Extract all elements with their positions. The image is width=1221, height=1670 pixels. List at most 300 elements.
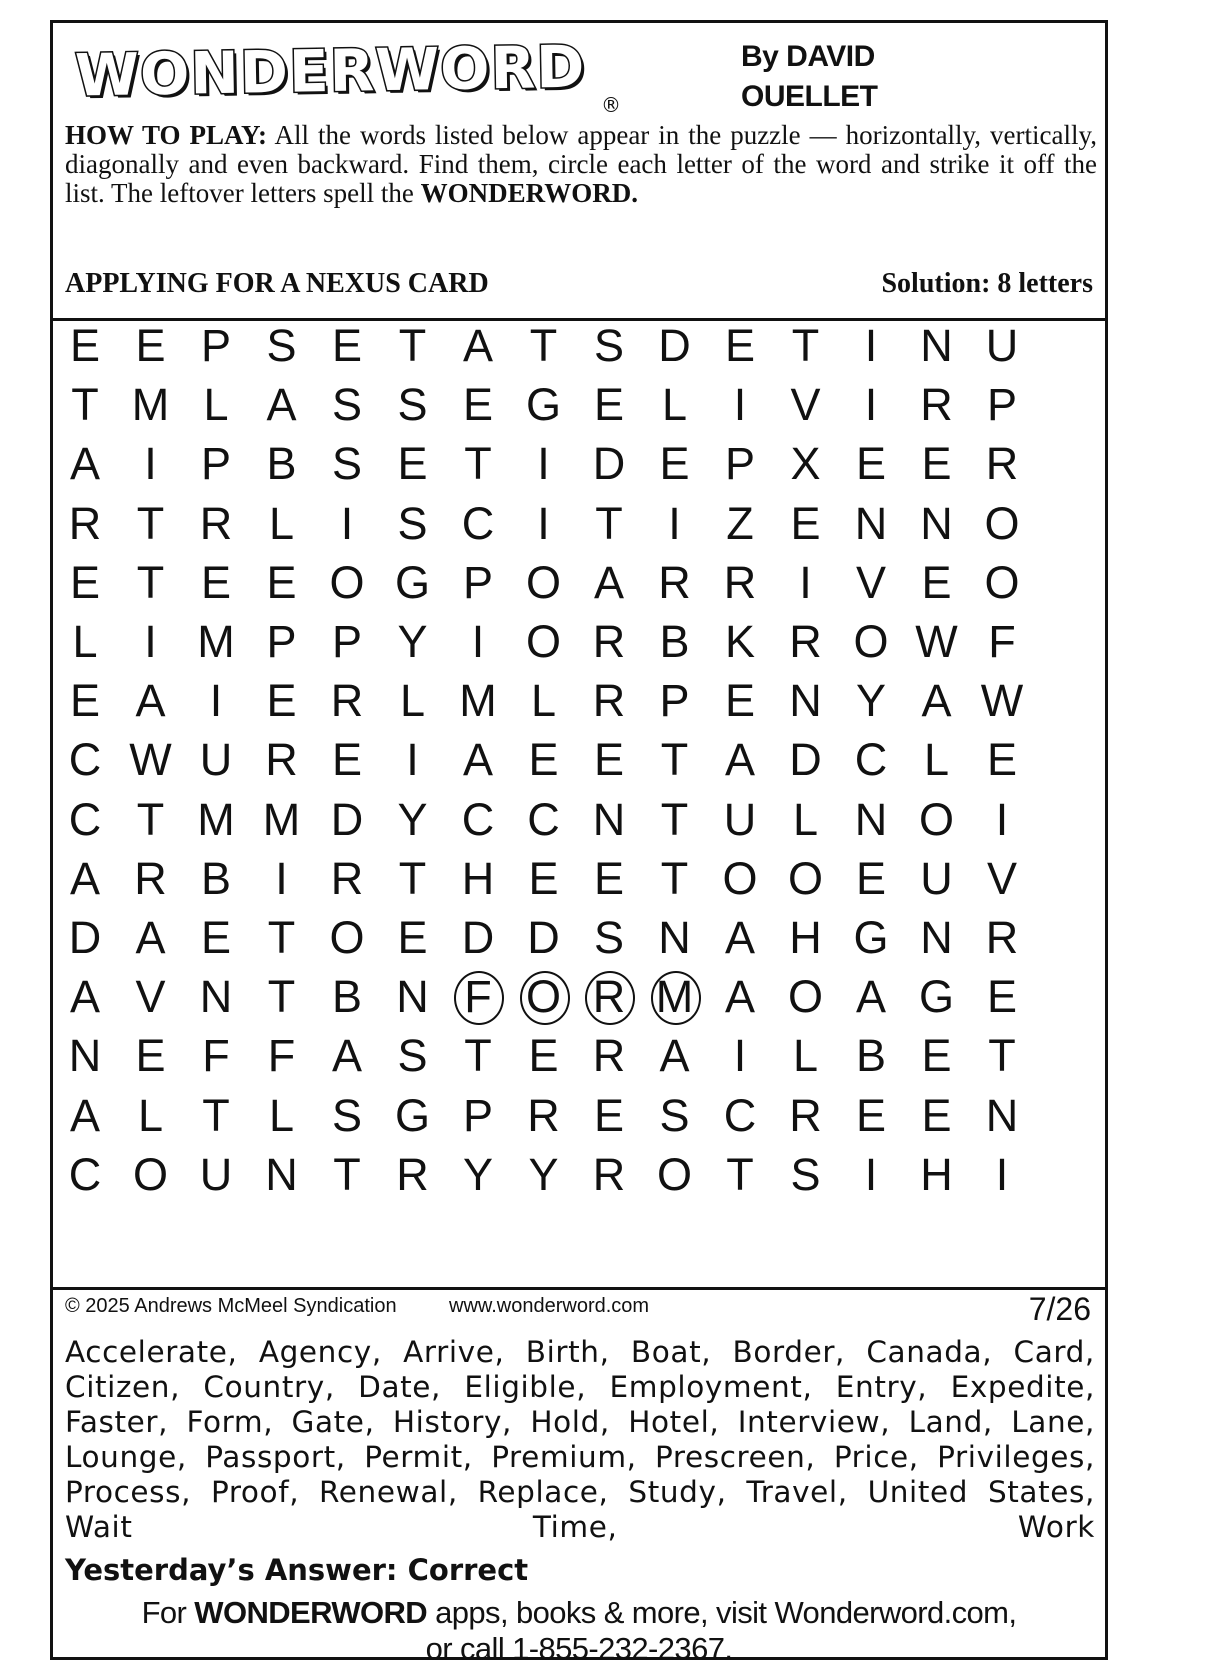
grid-cell[interactable]: R xyxy=(396,1148,429,1200)
wonderword-logo xyxy=(74,32,595,121)
grid-cell[interactable]: H xyxy=(461,852,495,904)
grid-cell[interactable]: E xyxy=(200,912,231,963)
grid-cell[interactable]: O xyxy=(787,852,823,904)
word-separator: , xyxy=(837,1475,868,1509)
grid-cell[interactable]: O xyxy=(132,1148,168,1200)
word-list-item: Price xyxy=(833,1440,909,1474)
grid-cell[interactable]: E xyxy=(397,912,428,963)
grid-cell[interactable]: E xyxy=(593,1089,624,1141)
grid-cell[interactable]: T xyxy=(136,497,165,549)
grid-cell[interactable]: T xyxy=(398,320,427,371)
grid-cell[interactable]: N xyxy=(789,675,822,727)
grid-cell[interactable]: L xyxy=(268,1089,295,1141)
word-list-item: History xyxy=(392,1405,503,1439)
grid-cell[interactable]: I xyxy=(799,556,812,608)
grid-cell[interactable]: P xyxy=(200,438,231,490)
grid-cell[interactable]: S xyxy=(331,379,362,431)
grid-cell[interactable]: E xyxy=(724,320,755,371)
word-list-item: Employment xyxy=(609,1370,803,1404)
grid-cell[interactable]: A xyxy=(462,320,493,371)
grid-cell[interactable]: L xyxy=(792,793,819,845)
grid-cell[interactable]: E xyxy=(986,734,1017,786)
word-list-item: Permit xyxy=(364,1440,463,1474)
grid-cell[interactable]: O xyxy=(984,556,1020,608)
word-separator: , xyxy=(982,1335,1014,1369)
grid-cell[interactable]: E xyxy=(200,556,231,608)
word-separator: , xyxy=(158,1405,187,1439)
grid-cell[interactable]: R xyxy=(592,616,626,667)
grid-cell[interactable]: E xyxy=(528,734,559,786)
grid-cell[interactable]: T xyxy=(726,1148,754,1200)
grid-cell[interactable]: N xyxy=(854,793,888,845)
grid-cell[interactable]: E xyxy=(986,971,1017,1023)
grid-cell[interactable]: R xyxy=(920,379,953,431)
word-separator: , xyxy=(371,1335,404,1369)
grid-cell[interactable]: P xyxy=(266,616,297,667)
grid-cell[interactable]: T xyxy=(660,852,689,904)
grid-cell[interactable]: I xyxy=(733,379,747,431)
grid-cell[interactable]: E xyxy=(790,497,821,549)
grid-cell[interactable]: V xyxy=(986,852,1017,904)
word-separator: , xyxy=(263,1405,292,1439)
grid-cell[interactable]: D xyxy=(527,912,560,963)
word-list-item: Travel xyxy=(746,1475,838,1509)
grid-cell[interactable]: O xyxy=(722,852,758,904)
grid-cell[interactable]: E xyxy=(266,556,297,608)
grid-cell[interactable]: R xyxy=(789,1089,822,1141)
word-separator: , xyxy=(802,1370,836,1404)
grid-cell[interactable]: S xyxy=(331,438,362,490)
grid-cell[interactable]: S xyxy=(790,1148,821,1200)
word-separator: , xyxy=(1085,1440,1095,1474)
word-list-item: Lane xyxy=(1011,1405,1085,1439)
grid-cell[interactable]: Z xyxy=(726,497,754,549)
word-list-item: Premium xyxy=(491,1440,627,1474)
grid-cell-circled[interactable]: F xyxy=(446,965,510,1029)
grid-cell[interactable]: M xyxy=(459,675,497,727)
grid-cell[interactable]: E xyxy=(135,320,166,371)
grid-cell[interactable]: I xyxy=(537,497,550,549)
grid-cell[interactable]: Y xyxy=(855,675,886,727)
grid-cell[interactable]: F xyxy=(202,1030,230,1082)
word-separator: , xyxy=(170,1370,204,1404)
grid-cell[interactable]: E xyxy=(135,1030,166,1082)
grid-cell[interactable]: A xyxy=(69,971,100,1023)
word-list-item: Proof xyxy=(210,1475,290,1509)
grid-cell[interactable]: F xyxy=(267,1030,296,1082)
grid-cell[interactable]: A xyxy=(724,734,755,786)
word-list-item: Wait Time xyxy=(65,1510,608,1544)
word-list-item: Study xyxy=(628,1475,717,1509)
puzzle-theme: APPLYING FOR A NEXUS CARD xyxy=(65,268,489,299)
word-list-item: Country xyxy=(203,1370,325,1404)
grid-cell[interactable]: N xyxy=(920,912,953,963)
grid-cell[interactable]: N xyxy=(68,1030,102,1082)
grid-cell[interactable]: X xyxy=(790,438,821,490)
word-separator: , xyxy=(716,1475,747,1509)
word-separator: , xyxy=(364,1405,393,1439)
grid-cell[interactable]: E xyxy=(462,379,493,431)
promo-line-2: or call 1-855-232-2367. xyxy=(425,1631,733,1666)
grid-cell[interactable]: A xyxy=(69,852,100,904)
grid-cell[interactable]: C xyxy=(461,793,495,845)
grid-cell[interactable]: L xyxy=(399,675,426,727)
word-separator: , xyxy=(599,1335,631,1369)
word-list-item: Card xyxy=(1013,1335,1085,1369)
word-separator: , xyxy=(181,1475,211,1509)
grid-cell[interactable]: T xyxy=(267,971,296,1023)
word-separator: , xyxy=(462,1440,492,1474)
grid-cell[interactable]: L xyxy=(923,734,950,786)
grid-cell-circled[interactable]: R xyxy=(577,965,641,1029)
grid-cell[interactable]: R xyxy=(330,675,364,727)
promo-prefix: For xyxy=(141,1595,187,1630)
grid-cell[interactable]: A xyxy=(135,912,166,963)
grid-cell[interactable]: E xyxy=(528,1030,559,1082)
grid-cell[interactable]: A xyxy=(135,675,166,727)
grid-cell[interactable]: D xyxy=(461,912,495,963)
how-to-play-text: All the words listed below appear in the puzzle — horizontally, vertically, diagonally and even backward. Find them, circle each letter of the word and strike it off the list. The leftover letters spell the xyxy=(65,120,1097,208)
grid-cell[interactable]: R xyxy=(592,1030,626,1082)
grid-cell[interactable]: N xyxy=(199,971,233,1023)
grid-cell[interactable]: I xyxy=(995,793,1009,845)
grid-cell[interactable]: E xyxy=(593,379,624,431)
grid-cell[interactable]: T xyxy=(988,1030,1016,1082)
grid-cell[interactable]: V xyxy=(135,971,166,1023)
grid-cell[interactable]: O xyxy=(787,971,823,1023)
grid-cell[interactable]: T xyxy=(660,793,689,845)
grid-cell[interactable]: T xyxy=(333,1148,361,1200)
grid-cell[interactable]: E xyxy=(855,438,886,490)
grid-cell[interactable]: E xyxy=(724,675,755,727)
grid-cell[interactable]: E xyxy=(331,320,362,371)
grid-cell[interactable]: W xyxy=(915,616,958,667)
grid-cell[interactable]: T xyxy=(398,852,427,904)
grid-cell[interactable]: D xyxy=(658,320,691,371)
grid-cell[interactable]: A xyxy=(921,675,952,727)
word-separator: , xyxy=(982,1405,1012,1439)
grid-cell[interactable]: V xyxy=(790,379,821,431)
grid-cell[interactable]: T xyxy=(791,320,820,371)
word-list-item: Hold xyxy=(530,1405,600,1439)
grid-cell[interactable]: B xyxy=(266,438,297,490)
grid-cell[interactable]: G xyxy=(918,971,954,1023)
grid-cell[interactable]: R xyxy=(527,1089,560,1141)
grid-cell[interactable]: P xyxy=(462,556,493,608)
grid-cell[interactable]: O xyxy=(853,616,889,667)
grid-cell[interactable]: T xyxy=(136,556,165,608)
grid-cell[interactable]: O xyxy=(329,912,365,963)
grid-cell[interactable]: E xyxy=(921,556,952,608)
grid-cell[interactable]: I xyxy=(275,852,288,904)
word-separator: , xyxy=(626,1440,656,1474)
word-separator: , xyxy=(917,1370,951,1404)
grid-cell[interactable]: R xyxy=(68,497,102,549)
word-list-item: Land xyxy=(908,1405,983,1439)
grid-cell[interactable]: E xyxy=(397,438,428,490)
grid-cell[interactable]: T xyxy=(529,320,558,371)
grid-cell[interactable]: E xyxy=(593,734,624,786)
grid-cell[interactable]: E xyxy=(69,320,100,371)
grid-cell[interactable]: C xyxy=(723,1089,757,1141)
grid-cell[interactable]: B xyxy=(659,616,690,667)
word-list-item: Hotel xyxy=(628,1405,710,1439)
word-list xyxy=(65,1335,1095,1545)
word-separator: , xyxy=(599,1405,629,1439)
word-list-item: Passport xyxy=(205,1440,336,1474)
byline-line-2: OUELLET xyxy=(741,80,878,113)
grid-cell[interactable]: I xyxy=(733,1030,747,1082)
grid-cell[interactable]: N xyxy=(396,971,429,1023)
grid-cell[interactable]: C xyxy=(854,734,888,786)
grid-cell[interactable]: A xyxy=(266,379,297,431)
copyright: © 2025 Andrews McMeel Syndication xyxy=(65,1295,397,1317)
word-separator: , xyxy=(880,1405,909,1439)
grid-cell[interactable]: S xyxy=(659,1089,690,1141)
grid-cell[interactable]: T xyxy=(595,497,623,549)
grid-cell[interactable]: D xyxy=(330,793,364,845)
grid-cell[interactable]: R xyxy=(789,616,822,667)
grid-cell[interactable]: M xyxy=(131,379,170,431)
word-list-item: Citizen xyxy=(65,1370,171,1404)
grid-cell[interactable]: U xyxy=(199,1148,233,1200)
grid-cell[interactable]: F xyxy=(988,616,1016,667)
grid-cell[interactable]: R xyxy=(134,852,167,904)
grid-cell[interactable]: O xyxy=(525,556,561,608)
grid-cell[interactable]: I xyxy=(995,1148,1009,1200)
grid-cell[interactable]: R xyxy=(592,675,626,727)
grid-cell[interactable]: D xyxy=(592,438,626,490)
grid-cell[interactable]: I xyxy=(144,616,157,667)
grid-cell[interactable]: B xyxy=(331,971,362,1023)
grid-cell[interactable]: R xyxy=(985,912,1019,963)
grid-cell[interactable]: R xyxy=(658,556,691,608)
grid-cell[interactable]: E xyxy=(528,852,559,904)
grid-cell[interactable]: T xyxy=(267,912,296,963)
grid-cell[interactable]: P xyxy=(331,616,362,667)
grid-cell[interactable]: S xyxy=(331,1089,362,1141)
word-separator: , xyxy=(835,1335,867,1369)
grid-cell[interactable]: L xyxy=(268,497,295,549)
grid-cell[interactable]: E xyxy=(331,734,362,786)
grid-cell[interactable]: C xyxy=(527,793,560,845)
grid-cell[interactable]: L xyxy=(792,1030,819,1082)
grid-cell[interactable]: T xyxy=(71,379,99,431)
grid-cell[interactable]: T xyxy=(136,793,165,845)
how-to-play xyxy=(65,121,1097,208)
grid-cell[interactable]: P xyxy=(986,379,1017,431)
grid-cell[interactable]: T xyxy=(660,734,689,786)
word-separator: , xyxy=(805,1440,834,1474)
grid-cell[interactable]: S xyxy=(593,320,624,371)
grid-cell[interactable]: A xyxy=(462,734,493,786)
grid-cell[interactable]: N xyxy=(920,320,953,371)
grid-cell[interactable]: L xyxy=(661,379,688,431)
grid-cell[interactable]: L xyxy=(137,1089,164,1141)
word-separator: , xyxy=(324,1370,359,1404)
grid-cell[interactable]: T xyxy=(202,1089,230,1141)
grid-cell-circled[interactable]: M xyxy=(643,965,707,1029)
word-list-item: Arrive xyxy=(403,1335,495,1369)
puzzle-header xyxy=(53,23,1105,321)
grid-cell[interactable]: C xyxy=(461,497,495,549)
grid-cell[interactable]: I xyxy=(864,1148,878,1200)
word-list-item: Gate xyxy=(291,1405,365,1439)
grid-cell[interactable]: N xyxy=(658,912,691,963)
grid-cell[interactable]: Y xyxy=(462,1148,493,1200)
grid-cell[interactable]: N xyxy=(854,497,888,549)
grid-cell[interactable]: K xyxy=(724,616,755,667)
word-list-item: Accelerate xyxy=(65,1335,228,1369)
grid-cell[interactable]: E xyxy=(69,556,100,608)
grid-cell[interactable]: E xyxy=(855,852,886,904)
grid-cell[interactable]: E xyxy=(69,675,100,727)
grid-cell[interactable]: E xyxy=(921,1030,952,1082)
grid-cell[interactable]: M xyxy=(197,793,235,845)
grid-cell[interactable]: E xyxy=(855,1089,886,1141)
word-list-item: Form xyxy=(186,1405,264,1439)
grid-cell[interactable]: N xyxy=(265,1148,298,1200)
grid-cell[interactable]: T xyxy=(464,1030,492,1082)
grid-cell[interactable]: V xyxy=(855,556,886,608)
word-list-item: Replace xyxy=(477,1475,599,1509)
grid-cell[interactable]: B xyxy=(200,852,231,904)
grid-cell[interactable]: S xyxy=(397,379,428,431)
word-separator: , xyxy=(227,1335,259,1369)
grid-cell[interactable]: L xyxy=(530,675,557,727)
byline xyxy=(741,37,961,117)
grid-cell[interactable]: S xyxy=(397,1030,428,1082)
word-separator: , xyxy=(335,1440,365,1474)
grid-cell[interactable]: E xyxy=(921,438,952,490)
letter-grid xyxy=(53,321,1105,1289)
grid-cell[interactable]: N xyxy=(920,497,953,549)
grid-divider xyxy=(53,1287,1105,1290)
grid-cell[interactable]: G xyxy=(394,556,430,608)
grid-cell[interactable]: S xyxy=(266,320,297,371)
grid-cell[interactable]: G xyxy=(525,379,561,431)
grid-cell[interactable]: B xyxy=(855,1030,886,1082)
grid-cell[interactable]: I xyxy=(537,438,550,490)
grid-cell[interactable]: C xyxy=(68,734,102,786)
grid-cell[interactable]: S xyxy=(397,497,428,549)
grid-cell[interactable]: P xyxy=(200,320,231,371)
grid-cell[interactable]: Y xyxy=(397,616,428,667)
word-list-item: Date xyxy=(358,1370,432,1404)
grid-cell[interactable]: N xyxy=(592,793,626,845)
grid-cell[interactable]: A xyxy=(69,1089,100,1141)
word-list-item: Boat xyxy=(630,1335,702,1369)
grid-cell[interactable]: E xyxy=(659,438,690,490)
grid-cell[interactable]: O xyxy=(329,556,365,608)
word-separator: , xyxy=(908,1440,938,1474)
grid-cell[interactable]: M xyxy=(262,793,301,845)
grid-cell[interactable]: U xyxy=(199,734,233,786)
grid-cell[interactable]: A xyxy=(593,556,624,608)
grid-cell[interactable]: W xyxy=(129,734,172,786)
grid-cell[interactable]: E xyxy=(593,852,624,904)
grid-cell[interactable]: I xyxy=(144,438,157,490)
grid-cell[interactable]: R xyxy=(723,556,757,608)
grid-cell[interactable]: A xyxy=(331,1030,362,1082)
grid-cell[interactable]: A xyxy=(659,1030,690,1082)
grid-cell-circled[interactable]: O xyxy=(512,965,576,1029)
word-list-item: Canada xyxy=(866,1335,983,1369)
grid-cell[interactable]: L xyxy=(72,616,98,667)
grid-cell[interactable]: R xyxy=(265,734,298,786)
grid-cell[interactable]: P xyxy=(659,675,690,727)
grid-cell[interactable]: I xyxy=(340,497,354,549)
grid-cell[interactable]: R xyxy=(592,1148,626,1200)
grid-cell[interactable]: U xyxy=(985,320,1019,371)
word-list-item: Faster xyxy=(65,1405,159,1439)
grid-cell[interactable]: G xyxy=(853,912,889,963)
grid-cell[interactable]: M xyxy=(197,616,235,667)
word-separator: , xyxy=(607,1510,1018,1544)
grid-cell[interactable]: T xyxy=(464,438,492,490)
grid-cell[interactable]: P xyxy=(724,438,755,490)
grid-cell[interactable]: I xyxy=(406,734,419,786)
word-list-item: Prescreen xyxy=(655,1440,806,1474)
grid-cell[interactable]: O xyxy=(656,1148,692,1200)
grid-cell[interactable]: U xyxy=(723,793,757,845)
grid-cell[interactable]: N xyxy=(985,1089,1019,1141)
grid-cell[interactable]: I xyxy=(864,320,878,371)
grid-cell[interactable]: U xyxy=(920,852,953,904)
word-list-item: Process xyxy=(65,1475,182,1509)
grid-cell[interactable]: A xyxy=(69,438,100,490)
word-separator: , xyxy=(1085,1370,1095,1404)
grid-cell[interactable]: D xyxy=(68,912,102,963)
grid-cell[interactable]: L xyxy=(203,379,229,431)
grid-cell[interactable]: O xyxy=(525,616,561,667)
grid-cell[interactable]: P xyxy=(462,1089,493,1141)
word-list-item: Birth xyxy=(525,1335,600,1369)
grid-cell[interactable]: W xyxy=(980,675,1024,727)
grid-cell[interactable]: R xyxy=(985,438,1019,490)
grid-cell[interactable]: S xyxy=(593,912,624,963)
website-link[interactable]: www.wonderword.com xyxy=(449,1295,650,1317)
grid-cell[interactable]: O xyxy=(918,793,954,845)
grid-cell[interactable]: E xyxy=(921,1089,952,1141)
word-list-item: Renewal xyxy=(319,1475,448,1509)
promo-suffix: apps, books & more, visit Wonderword.com, xyxy=(435,1595,1017,1630)
word-list-item: Lounge xyxy=(65,1440,177,1474)
grid-cell[interactable]: E xyxy=(266,675,297,727)
grid-cell[interactable]: H xyxy=(920,1148,953,1200)
grid-cell[interactable]: D xyxy=(789,734,822,786)
grid-cell[interactable]: I xyxy=(471,616,485,667)
grid-cell[interactable]: Y xyxy=(397,793,428,845)
promo-brand: WONDERWORD xyxy=(194,1595,428,1630)
grid-cell[interactable]: R xyxy=(199,497,233,549)
grid-cell[interactable]: H xyxy=(789,912,822,963)
word-separator: , xyxy=(431,1370,465,1404)
grid-cell[interactable]: O xyxy=(984,497,1020,549)
grid-cell[interactable]: R xyxy=(330,852,364,904)
grid-cell[interactable]: I xyxy=(668,497,681,549)
grid-cell[interactable]: Y xyxy=(528,1148,559,1200)
grid-cell[interactable]: A xyxy=(724,912,755,963)
grid-cell[interactable]: G xyxy=(394,1089,430,1141)
grid-cell[interactable]: I xyxy=(864,379,878,431)
grid-cell[interactable]: C xyxy=(68,1148,102,1200)
grid-cell[interactable]: C xyxy=(68,793,102,845)
promo-line-1 xyxy=(53,1595,1105,1631)
grid-cell[interactable]: A xyxy=(724,971,755,1023)
grid-cell[interactable]: I xyxy=(209,675,223,727)
grid-cell[interactable]: A xyxy=(855,971,886,1023)
